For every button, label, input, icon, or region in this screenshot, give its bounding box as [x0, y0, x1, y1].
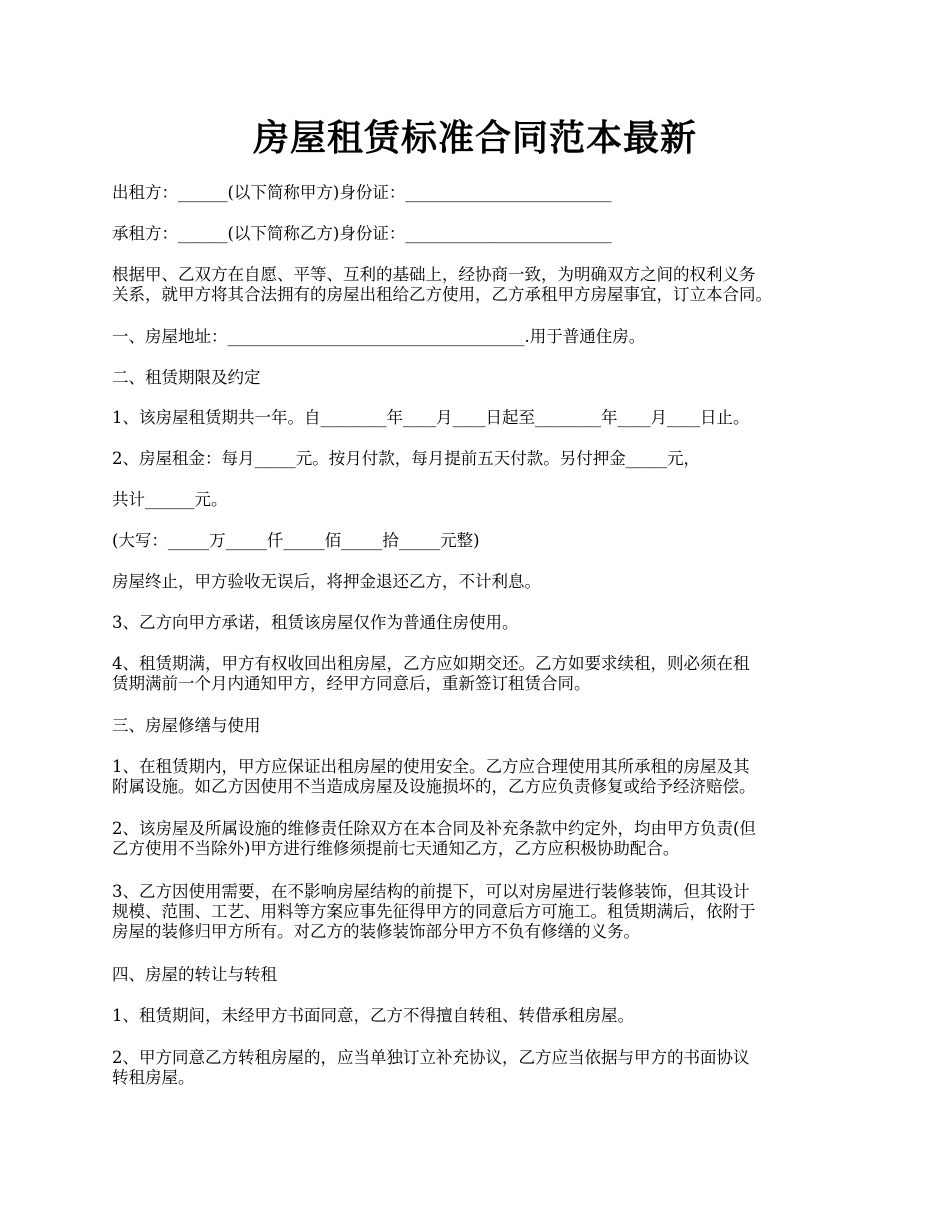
paragraph-line: (大写：_____万_____仟_____佰_____拾_____元整): [112, 531, 480, 550]
paragraph-line: 关系，就甲方将其合法拥有的房屋出租给乙方使用，乙方承租甲方房屋事宜，订立本合同。: [112, 285, 772, 304]
paragraph-line: 附属设施。如乙方因使用不当造成房屋及设施损坏的，乙方应负责修复或给予经济赔偿。: [112, 777, 756, 796]
paragraph-line: 承租方：______(以下简称乙方)身份证：_________________________: [112, 224, 612, 243]
clause-maintenance: [112, 819, 852, 859]
section-heading: 四、房屋的转让与转租: [112, 965, 277, 984]
paragraph-line: 1、租赁期间，未经甲方书面同意，乙方不得擅自转租、转借承租房屋。: [112, 1006, 634, 1025]
clause-deposit-return: [112, 572, 852, 592]
clause-rent: [112, 449, 852, 469]
paragraph-line: 房屋的装修归甲方所有。对乙方的装修装饰部分甲方不负有修缮的义务。: [112, 922, 640, 941]
section-heading-repair: [112, 716, 852, 736]
clause-total: [112, 490, 852, 510]
paragraph-line: 4、租赁期满，甲方有权收回出租房屋，乙方应如期交还。乙方如要求续租，则必须在租: [112, 654, 750, 673]
paragraph-line: 3、乙方因使用需要，在不影响房屋结构的前提下，可以对房屋进行装修装饰，但其设计: [112, 882, 750, 901]
clause-safety-use: [112, 757, 852, 797]
section-heading-lease-term: [112, 368, 852, 388]
section-heading: 二、租赁期限及约定: [112, 368, 261, 387]
paragraph-line: 乙方使用不当除外)甲方进行维修须提前七天通知乙方，乙方应积极协助配合。: [112, 839, 680, 858]
clause-sublet-agreement: [112, 1048, 852, 1088]
paragraph-line: 共计______元。: [112, 490, 228, 509]
clause-lease-renewal: [112, 654, 852, 694]
clause-residential-use: [112, 613, 852, 633]
paragraph-line: 出租方：______(以下简称甲方)身份证：_________________________: [112, 183, 612, 202]
paragraph-line: 1、该房屋租赁期共一年。自________年____月____日起至________年____月____日止。: [112, 408, 750, 427]
clause-decoration: [112, 882, 852, 942]
section-heading: 三、房屋修缮与使用: [112, 716, 261, 735]
clause-amount-in-words: [112, 531, 852, 551]
paragraph-line: 转租房屋。: [112, 1068, 195, 1087]
paragraph-line: 2、甲方同意乙方转租房屋的，应当单独订立补充协议，乙方应当依据与甲方的书面协议: [112, 1048, 750, 1067]
paragraph-line: 规模、范围、工艺、用料等方案应事先征得甲方的同意后方可施工。租赁期满后，依附于: [112, 902, 756, 921]
lessee-line: [112, 224, 852, 244]
clause-no-sublet: [112, 1006, 852, 1026]
preamble-paragraph: [112, 265, 852, 305]
clause-lease-period: [112, 408, 852, 428]
document-title: 房屋租赁标准合同范本最新: [252, 117, 697, 159]
section-heading-transfer: [112, 965, 852, 985]
lessor-line: [112, 183, 852, 203]
paragraph-line: 1、在租赁期内，甲方应保证出租房屋的使用安全。乙方应合理使用其所承租的房屋及其: [112, 757, 750, 776]
paragraph-line: 3、乙方向甲方承诺，租赁该房屋仅作为普通住房使用。: [112, 613, 519, 632]
paragraph-line: 赁期满前一个月内通知甲方，经甲方同意后，重新签订租赁合同。: [112, 674, 591, 693]
paragraph-line: 一、房屋地址：____________________________________.用于普通住房。: [112, 327, 646, 346]
paragraph-line: 2、该房屋及所属设施的维修责任除双方在本合同及补充条款中约定外，均由甲方负责(但: [112, 819, 756, 838]
paragraph-line: 房屋终止，甲方验收无误后，将押金退还乙方，不计利息。: [112, 572, 541, 591]
paragraph-line: 根据甲、乙双方在自愿、平等、互利的基础上，经协商一致，为明确双方之间的权利义务: [112, 265, 756, 284]
paragraph-line: 2、房屋租金：每月_____元。按月付款，每月提前五天付款。另付押金_____元，: [112, 449, 700, 468]
section-house-address: [112, 327, 852, 347]
